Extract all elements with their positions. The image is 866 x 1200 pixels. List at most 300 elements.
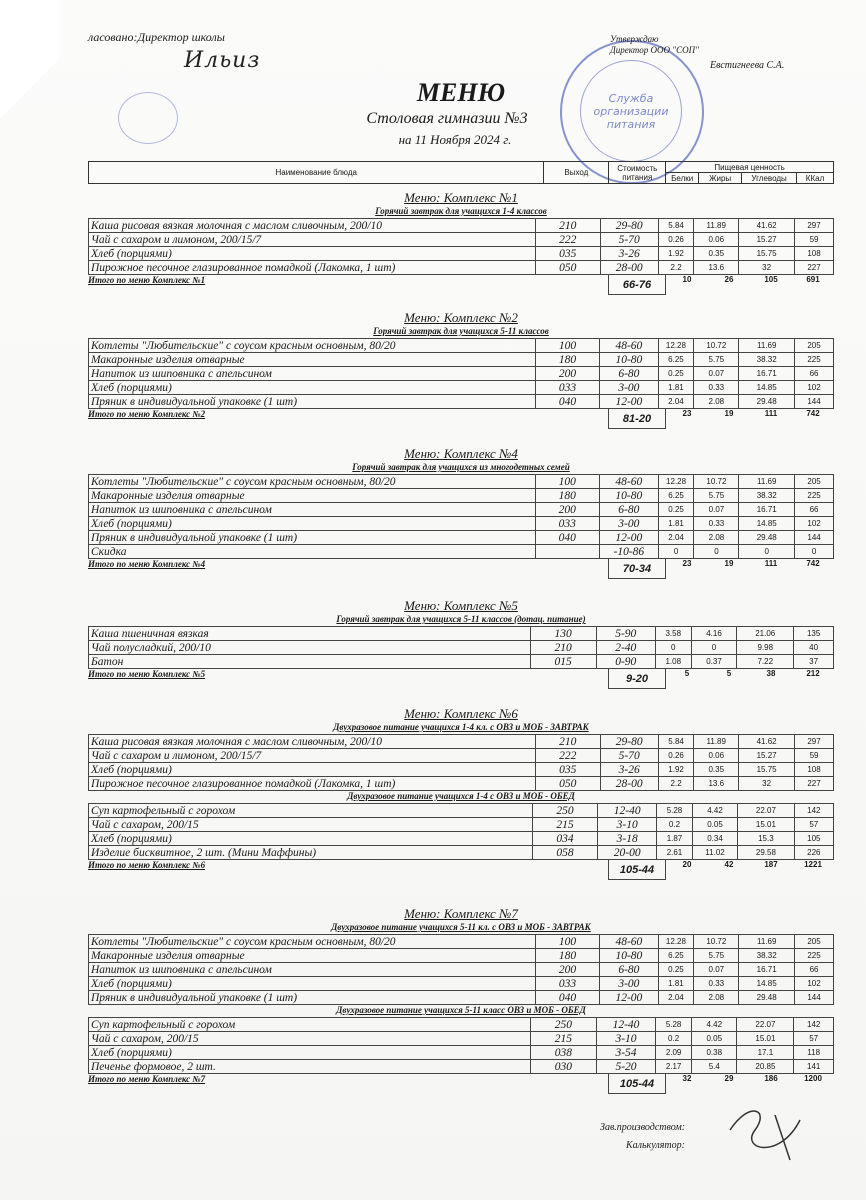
dish-name: Чай с сахаром и лимоном, 200/15/7: [89, 749, 536, 763]
dish-name: Котлеты "Любительские" с соусом красным основным, 80/20: [89, 935, 536, 949]
dish-name: Батон: [89, 655, 531, 669]
dish-yield: 250: [532, 804, 598, 818]
dish-kcal: 0: [795, 545, 834, 559]
dish-protein: 0.25: [658, 367, 694, 381]
dish-yield: 222: [535, 749, 600, 763]
table-row: [89, 475, 834, 489]
dish-fat: 0.35: [694, 763, 739, 777]
dish-name: Печенье формовое, 2 шт.: [89, 1060, 531, 1074]
dishes-table: [88, 934, 834, 1005]
table-row: [89, 503, 834, 517]
dish-carbs: 38.32: [739, 489, 795, 503]
dish-yield: 210: [530, 641, 596, 655]
dish-fat: 2.08: [694, 531, 739, 545]
dish-fat: 0: [694, 545, 739, 559]
dishes-table: [88, 734, 834, 791]
dish-fat: 4.42: [692, 1018, 737, 1032]
dish-yield: 222: [535, 233, 600, 247]
section-title: Меню: Комплекс №4: [404, 446, 518, 461]
dish-kcal: 205: [795, 339, 834, 353]
dish-price: 12-00: [600, 991, 658, 1005]
total-carbs: 38: [766, 669, 776, 678]
dish-kcal: 108: [795, 763, 834, 777]
dish-protein: 2.2: [658, 777, 693, 791]
dish-kcal: 141: [794, 1060, 834, 1074]
dish-price: 12-00: [600, 395, 658, 409]
dish-protein: 5.28: [657, 804, 693, 818]
dish-price: 5-90: [596, 627, 655, 641]
table-row: [89, 339, 834, 353]
total-carbs: 186: [764, 1074, 778, 1083]
total-carbs: 105: [764, 275, 778, 284]
table-row: [89, 804, 834, 818]
dish-protein: 1.81: [658, 381, 694, 395]
dish-carbs: 29.48: [739, 531, 795, 545]
dish-carbs: 15.75: [739, 763, 795, 777]
dish-carbs: 32: [739, 261, 795, 275]
dish-price: 10-80: [600, 353, 658, 367]
dish-kcal: 144: [795, 395, 834, 409]
dish-carbs: 14.85: [739, 381, 795, 395]
dish-name: Хлеб (порциями): [89, 977, 536, 991]
footer-calculator: Калькулятор:: [626, 1140, 685, 1151]
dish-kcal: 226: [794, 846, 833, 860]
table-row: [89, 935, 834, 949]
total-label: Итого по меню Комплекс №7: [88, 1074, 206, 1084]
dish-protein: 5.84: [658, 735, 693, 749]
dish-kcal: 225: [795, 353, 834, 367]
dish-carbs: 16.71: [739, 367, 795, 381]
dish-name: Скидка: [89, 545, 536, 559]
dish-fat: 0.33: [694, 517, 739, 531]
menu-section: [88, 310, 834, 429]
dish-yield: 215: [532, 818, 598, 832]
dish-kcal: 102: [795, 381, 834, 395]
section-total: [88, 559, 834, 579]
group-subtitle: Двухразовое питание учащихся 5-11 класс ОВЗ и МОБ - ОБЕД: [336, 1005, 586, 1015]
dish-name: Пряник в индивидуальной упаковке (1 шт): [89, 991, 536, 1005]
dish-name: Котлеты "Любительские" с соусом красным основным, 80/20: [89, 475, 536, 489]
dish-price: 3-00: [600, 517, 659, 531]
dish-yield: 200: [535, 367, 600, 381]
dish-price: 3-26: [600, 247, 658, 261]
dish-protein: 2.09: [656, 1046, 692, 1060]
dish-price: 0-90: [596, 655, 655, 669]
col-carbs-header: Углеводы: [742, 173, 797, 184]
dish-kcal: 105: [794, 832, 833, 846]
dish-yield: 180: [535, 949, 600, 963]
dish-carbs: 14.85: [739, 977, 795, 991]
total-carbs: 111: [764, 559, 778, 568]
dish-fat: 0.33: [694, 381, 739, 395]
col-fat-header: Жиры: [699, 173, 742, 184]
dish-kcal: 66: [795, 963, 834, 977]
dish-name: Напиток из шиповника с апельсином: [89, 367, 536, 381]
dish-fat: 0.38: [692, 1046, 737, 1060]
dish-name: Макаронные изделия отварные: [89, 353, 536, 367]
table-row: [89, 353, 834, 367]
table-row: [89, 489, 834, 503]
dish-yield: 015: [530, 655, 596, 669]
dish-price: 5-20: [596, 1060, 655, 1074]
dish-yield: 058: [532, 846, 598, 860]
dish-kcal: 59: [795, 749, 834, 763]
dish-protein: 1.92: [658, 247, 693, 261]
table-row: [89, 395, 834, 409]
dish-yield: 038: [530, 1046, 596, 1060]
dish-fat: 4.16: [691, 627, 736, 641]
table-row: [89, 627, 834, 641]
dish-name: Хлеб (порциями): [89, 517, 536, 531]
dish-fat: 0.35: [694, 247, 739, 261]
dish-fat: 0.06: [694, 233, 739, 247]
dish-fat: 0.05: [692, 1032, 737, 1046]
dish-yield: 030: [530, 1060, 596, 1074]
dish-price: 28-00: [600, 261, 658, 275]
approval-left-text: ласовано:Директор школы: [88, 30, 225, 44]
dish-name: Хлеб (порциями): [89, 247, 536, 261]
dish-kcal: 297: [795, 735, 834, 749]
dish-name: Макаронные изделия отварные: [89, 489, 536, 503]
dish-fat: 0.07: [694, 963, 739, 977]
dish-price: 12-40: [596, 1018, 655, 1032]
dish-fat: 0.34: [692, 832, 737, 846]
dish-carbs: 29.48: [739, 395, 795, 409]
dish-price: 20-00: [598, 846, 657, 860]
dish-carbs: 11.69: [739, 339, 795, 353]
section-title: Меню: Комплекс №6: [404, 706, 518, 721]
menu-section: [88, 906, 834, 1094]
table-row: [89, 818, 834, 832]
table-row: [89, 247, 834, 261]
dish-protein: 1.81: [658, 977, 694, 991]
total-protein: 32: [682, 1074, 692, 1083]
dish-kcal: 205: [795, 475, 834, 489]
dishes-table: [88, 803, 834, 860]
dish-kcal: 135: [794, 627, 834, 641]
dish-protein: 5.84: [658, 219, 693, 233]
approval-right-line1: Утверждаю: [610, 34, 659, 44]
dish-fat: 0.33: [694, 977, 739, 991]
section-title: Меню: Комплекс №7: [404, 906, 518, 921]
dish-price: 3-54: [596, 1046, 655, 1060]
dish-yield: 200: [535, 963, 600, 977]
dish-kcal: 142: [794, 1018, 834, 1032]
dish-protein: 5.28: [656, 1018, 692, 1032]
dish-yield: 215: [530, 1032, 596, 1046]
total-fat: 26: [724, 275, 734, 284]
dish-fat: 5.75: [694, 949, 739, 963]
dish-protein: 12.28: [658, 935, 694, 949]
dish-yield: 130: [530, 627, 596, 641]
dish-protein: 2.04: [658, 531, 694, 545]
total-fat: 5: [726, 669, 732, 678]
total-price: 81-20: [608, 409, 666, 429]
total-protein: 10: [682, 275, 692, 284]
dish-name: Суп картофельный с горохом: [89, 804, 533, 818]
total-fat: 19: [724, 409, 734, 418]
dish-fat: 11.02: [692, 846, 737, 860]
dish-carbs: 16.71: [739, 503, 795, 517]
dish-carbs: 15.27: [739, 233, 795, 247]
dish-fat: 5.4: [692, 1060, 737, 1074]
dish-protein: 0.25: [658, 963, 694, 977]
dish-yield: 050: [535, 261, 600, 275]
total-fat: 19: [724, 559, 734, 568]
dish-yield: 033: [535, 977, 600, 991]
dish-name: Хлеб (порциями): [89, 1046, 531, 1060]
dishes-table: [88, 1017, 834, 1074]
dish-kcal: 142: [794, 804, 833, 818]
dish-yield: 033: [535, 517, 600, 531]
dish-fat: 0.05: [692, 818, 737, 832]
table-row: [89, 763, 834, 777]
dish-price: 6-80: [600, 963, 658, 977]
table-header: [88, 161, 834, 184]
dish-name: Хлеб (порциями): [89, 381, 536, 395]
dish-yield: 035: [535, 247, 600, 261]
dish-kcal: 227: [795, 777, 834, 791]
dish-name: Хлеб (порциями): [89, 763, 536, 777]
total-protein: 5: [684, 669, 690, 678]
table-row: [89, 832, 834, 846]
dish-kcal: 108: [795, 247, 834, 261]
table-row: [89, 963, 834, 977]
dish-carbs: 32: [739, 777, 795, 791]
dish-price: 5-70: [600, 749, 658, 763]
dish-price: 5-70: [600, 233, 658, 247]
col-yield-header: Выход: [544, 162, 609, 184]
dish-fat: 11.89: [694, 219, 739, 233]
col-nutrition-header: Пищевая ценность: [666, 162, 834, 173]
dish-fat: 0.07: [694, 503, 739, 517]
col-name-header: Наименование блюда: [89, 162, 544, 184]
menu-section: [88, 190, 834, 295]
dish-protein: 2.61: [657, 846, 693, 860]
dish-name: Котлеты "Любительские" с соусом красным основным, 80/20: [89, 339, 536, 353]
dish-carbs: 21.06: [737, 627, 794, 641]
section-title: Меню: Комплекс №5: [404, 598, 518, 613]
total-price: 66-76: [608, 275, 666, 295]
dish-protein: 0: [655, 641, 691, 655]
dish-yield: 180: [535, 489, 600, 503]
dish-kcal: 102: [795, 517, 834, 531]
dish-fat: 11.89: [694, 735, 739, 749]
dish-kcal: 225: [795, 949, 834, 963]
director-signature: Ильиз: [184, 48, 261, 73]
dish-kcal: 297: [795, 219, 834, 233]
total-protein: 23: [682, 559, 692, 568]
total-price: 105-44: [608, 1074, 666, 1094]
dishes-table: [88, 338, 834, 409]
dish-name: Чай с сахаром, 200/15: [89, 1032, 531, 1046]
total-price: 70-34: [608, 559, 666, 579]
dish-carbs: 11.69: [739, 475, 795, 489]
table-row: [89, 949, 834, 963]
approver-name: Евстигнеева С.А.: [710, 60, 785, 71]
dish-carbs: 29.58: [738, 846, 794, 860]
dish-fat: 10.72: [694, 935, 739, 949]
dish-yield: 200: [535, 503, 600, 517]
dish-protein: 0: [658, 545, 694, 559]
total-price: 105-44: [608, 860, 666, 880]
total-label: Итого по меню Комплекс №6: [88, 860, 206, 870]
total-kcal: 742: [806, 559, 820, 568]
dish-carbs: 22.07: [738, 804, 794, 818]
total-kcal: 742: [806, 409, 820, 418]
col-protein-header: Белки: [666, 173, 699, 184]
section-total: [88, 669, 834, 689]
dish-carbs: 15.01: [738, 818, 794, 832]
dish-carbs: 15.75: [739, 247, 795, 261]
dish-name: Пирожное песочное глазированное помадкой (Лакомка, 1 шт): [89, 261, 536, 275]
dish-carbs: 22.07: [737, 1018, 794, 1032]
dish-protein: 2.04: [658, 395, 694, 409]
dish-name: Чай с сахаром, 200/15: [89, 818, 533, 832]
dish-price: 6-80: [600, 503, 659, 517]
dish-protein: 12.28: [658, 475, 694, 489]
dish-name: Пряник в индивидуальной упаковке (1 шт): [89, 395, 536, 409]
dish-kcal: 66: [795, 503, 834, 517]
table-row: [89, 641, 834, 655]
dish-name: Изделие бисквитное, 2 шт. (Мини Маффины): [89, 846, 533, 860]
dish-yield: 040: [535, 395, 600, 409]
dish-protein: 2.04: [658, 991, 694, 1005]
dish-carbs: 20.85: [737, 1060, 794, 1074]
dish-yield: 210: [535, 735, 600, 749]
dish-yield: 250: [530, 1018, 596, 1032]
menu-section: [88, 446, 834, 579]
approval-right: [610, 34, 785, 71]
dish-price: 3-26: [600, 763, 658, 777]
menu-section: [88, 598, 834, 689]
dish-protein: 12.28: [658, 339, 694, 353]
dish-protein: 1.81: [658, 517, 694, 531]
page-subtitle: Столовая гимназии №3: [366, 110, 528, 127]
dish-kcal: 57: [794, 1032, 834, 1046]
dish-yield: [535, 545, 600, 559]
dish-carbs: 38.32: [739, 353, 795, 367]
dish-kcal: 66: [795, 367, 834, 381]
dish-carbs: 15.27: [739, 749, 795, 763]
dish-carbs: 41.62: [739, 219, 795, 233]
dish-yield: 040: [535, 531, 600, 545]
total-carbs: 111: [764, 409, 778, 418]
dish-name: Макаронные изделия отварные: [89, 949, 536, 963]
dish-kcal: 205: [795, 935, 834, 949]
dish-fat: 0: [691, 641, 736, 655]
dish-name: Пряник в индивидуальной упаковке (1 шт): [89, 531, 536, 545]
dish-price: 10-80: [600, 949, 658, 963]
dish-yield: 034: [532, 832, 598, 846]
total-kcal: 1200: [804, 1074, 822, 1083]
dish-fat: 10.72: [694, 339, 739, 353]
page-title: МЕНЮ: [416, 78, 506, 107]
table-row: [89, 219, 834, 233]
dish-protein: 0.26: [658, 233, 693, 247]
dish-carbs: 11.69: [739, 935, 795, 949]
table-row: [89, 1032, 834, 1046]
dish-carbs: 15.01: [737, 1032, 794, 1046]
table-row: [89, 233, 834, 247]
total-label: Итого по меню Комплекс №4: [88, 559, 206, 569]
dish-protein: 2.2: [658, 261, 693, 275]
dish-carbs: 17.1: [737, 1046, 794, 1060]
dish-carbs: 16.71: [739, 963, 795, 977]
dish-price: 3-10: [598, 818, 657, 832]
group-subtitle: Двухразовое питание учащихся 1-4 с ОВЗ и МОБ - ОБЕД: [347, 791, 575, 801]
dish-yield: 033: [535, 381, 600, 395]
dish-protein: 1.92: [658, 763, 693, 777]
table-row: [89, 531, 834, 545]
section-total: [88, 275, 834, 295]
dish-name: Каша рисовая вязкая молочная с маслом сливочным, 200/10: [89, 735, 536, 749]
dish-name: Чай с сахаром и лимоном, 200/15/7: [89, 233, 536, 247]
group-subtitle: Двухразовое питание учащихся 5-11 кл. с ОВЗ и МОБ - ЗАВТРАК: [331, 922, 591, 932]
dish-carbs: 9.98: [737, 641, 794, 655]
dish-protein: 0.26: [658, 749, 693, 763]
total-protein: 20: [682, 860, 692, 869]
dish-carbs: 14.85: [739, 517, 795, 531]
dish-kcal: 144: [795, 531, 834, 545]
group-subtitle: Горячий завтрак для учащихся из многодетных семей: [352, 462, 570, 472]
dish-price: -10-86: [600, 545, 659, 559]
footer-production: Зав.производством:: [600, 1122, 686, 1133]
total-label: Итого по меню Комплекс №5: [88, 669, 206, 679]
dishes-table: [88, 474, 834, 559]
dish-fat: 13.6: [694, 261, 739, 275]
dish-fat: 10.72: [694, 475, 739, 489]
col-price-header: Стоимость питания: [609, 162, 666, 184]
table-row: [89, 1018, 834, 1032]
table-row: [89, 1046, 834, 1060]
table-row: [89, 1060, 834, 1074]
dish-kcal: 227: [795, 261, 834, 275]
dish-fat: 5.75: [694, 353, 739, 367]
dish-price: 48-60: [600, 935, 658, 949]
dish-name: Чай полусладкий, 200/10: [89, 641, 531, 655]
dish-kcal: 102: [795, 977, 834, 991]
dish-protein: 0.25: [658, 503, 694, 517]
dish-price: 12-00: [600, 531, 659, 545]
dish-fat: 2.08: [694, 991, 739, 1005]
group-subtitle: Двухразовое питание учащихся 1-4 кл. с ОВЗ и МОБ - ЗАВТРАК: [333, 722, 589, 732]
dish-protein: 0.2: [657, 818, 693, 832]
table-row: [89, 991, 834, 1005]
dish-kcal: 59: [795, 233, 834, 247]
dish-fat: 13.6: [694, 777, 739, 791]
dish-protein: 6.25: [658, 353, 694, 367]
dish-yield: 210: [535, 219, 600, 233]
dish-yield: 100: [535, 339, 600, 353]
dish-name: Напиток из шиповника с апельсином: [89, 963, 536, 977]
dish-yield: 100: [535, 935, 600, 949]
table-row: [89, 655, 834, 669]
dish-kcal: 37: [794, 655, 834, 669]
total-price: 9-20: [608, 669, 666, 689]
section-title: Меню: Комплекс №2: [404, 310, 518, 325]
dish-protein: 6.25: [658, 949, 694, 963]
dish-fat: 0.06: [694, 749, 739, 763]
dish-carbs: 29.48: [739, 991, 795, 1005]
table-row: [89, 749, 834, 763]
calculator-signature: [720, 1100, 820, 1170]
dish-protein: 1.87: [657, 832, 693, 846]
dish-carbs: 38.32: [739, 949, 795, 963]
dish-price: 3-00: [600, 381, 658, 395]
total-carbs: 187: [764, 860, 778, 869]
total-label: Итого по меню Комплекс №2: [88, 409, 206, 419]
